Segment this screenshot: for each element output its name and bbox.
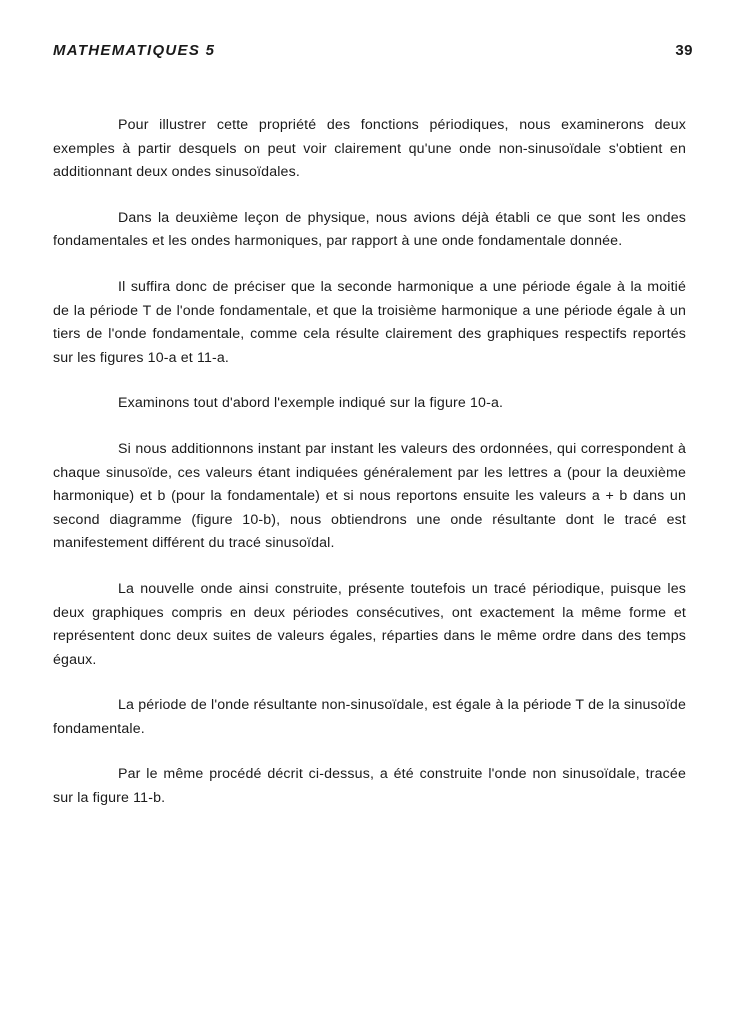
paragraph-periodic-functions: Pour illustrer cette propriété des fonctions périodiques, nous examinerons deux exemples à partir desquels on peut voir clairement qu'une onde non-sinusoïdale s'obtient en additionnant deux ondes sinusoïdales. xyxy=(53,117,686,181)
paragraph-adding-ordinates: Si nous additionnons instant par instant les valeurs des ordonnées, qui correspondent à chaque sinusoïde, ces valeurs étant indiquées généralement par les lettres a (pour la deuxième harmonique) et b (pour la fondamentale) et si nous reportons ensuite les valeurs a + b dans un second diagramme (figure 10-b), nous obtiendrons une onde résultante dont le tracé est manifestement différent du tracé sinusoïdal. xyxy=(53,440,686,552)
paragraph-fundamental-harmonic-waves: Dans la deuxième leçon de physique, nous avions déjà établi ce que sont les ondes fondamentales et les ondes harmoniques, par rapport à une onde fondamentale donnée. xyxy=(53,209,686,250)
paragraph-figure-10a: Examinons tout d'abord l'exemple indiqué sur la figure 10-a. xyxy=(118,395,504,412)
running-header xyxy=(53,42,693,64)
body-text xyxy=(53,114,686,811)
paragraph-new-wave-periodic: La nouvelle onde ainsi construite, présente toutefois un tracé périodique, puisque les deux graphiques compris en deux périodes consécutives, ont exactement la même forme et représentent donc deux suites de valeurs égales, réparties dans le même ordre dans des temps égaux. xyxy=(53,580,686,668)
paragraph-resultant-period: La période de l'onde résultante non-sinusoïdale, est égale à la période T de la sinusoïde fondamentale. xyxy=(53,697,686,737)
header-title: MATHEMATIQUES 5 xyxy=(53,42,216,59)
paragraph-figure-11b: Par le même procédé décrit ci-dessus, a été construite l'onde non sinusoïdale, tracée sur la figure 11-b. xyxy=(53,766,686,807)
page-number: 39 xyxy=(675,42,693,59)
paragraph-harmonic-periods: Il suffira donc de préciser que la seconde harmonique a une période égale à la moitié de la période T de l'onde fondamentale, et que la troisième harmonique a une période égale à un tiers de l'onde fondamentale, comme cela résulte clairement des graphiques respectifs reportés sur les figures 10-a et 11-a. xyxy=(53,278,686,366)
